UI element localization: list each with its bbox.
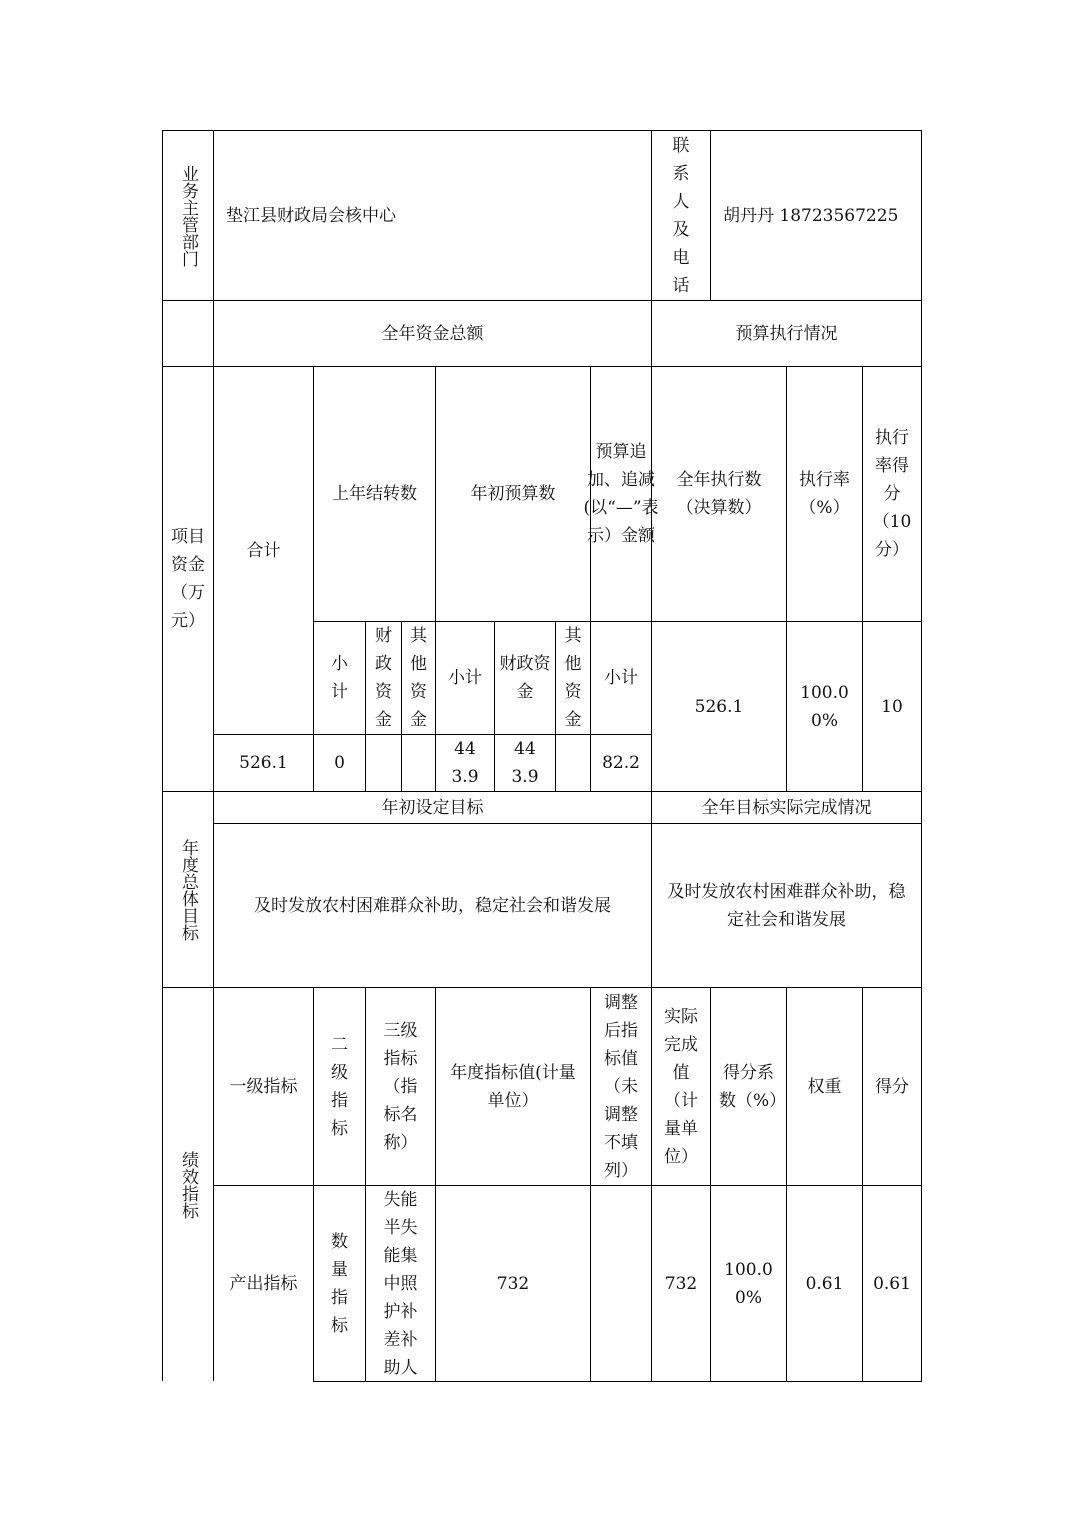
contact-label: 联系人及电话	[672, 135, 690, 296]
carry-subtotal-header: 小计	[331, 654, 348, 702]
carry-fiscal-header: 财政资金	[375, 626, 392, 730]
carry-other-header: 其他资金	[410, 626, 427, 730]
actual-value: 732	[664, 1273, 698, 1294]
score-value: 0.61	[873, 1273, 911, 1294]
carryover-header: 上年结转数	[332, 484, 417, 504]
total-value: 526.1	[239, 753, 288, 773]
initial-subtotal-value: 443.9	[451, 739, 479, 787]
initial-goal-header: 年初设定目标	[381, 797, 484, 818]
funds-side-label: 项目资金（万元）	[171, 527, 205, 631]
initial-subtotal-header: 小计	[448, 668, 482, 688]
exec-rate-header: 执行率（%）	[799, 470, 850, 518]
level1-header: 一级指标	[229, 1076, 298, 1097]
score-header: 得分	[875, 1076, 909, 1097]
contact-value: 胡丹丹 18723567225	[723, 205, 899, 226]
initial-budget-header: 年初预算数	[470, 484, 556, 504]
goals-side-label: 年度总体目标	[178, 838, 198, 941]
initial-fiscal-value: 443.9	[511, 739, 539, 787]
carry-subtotal-value: 0	[334, 753, 345, 773]
budget-exec-header: 预算执行情况	[735, 323, 838, 344]
dept-value: 垫江县财政局会核中心	[226, 205, 396, 226]
annual-total-header: 全年资金总额	[381, 323, 484, 344]
weight-header: 权重	[807, 1076, 842, 1097]
exec-amount-value: 526.1	[694, 696, 744, 717]
adjusted-header: 调整后指标值（未调整不填列）	[604, 992, 638, 1181]
exec-score-value: 10	[881, 696, 903, 717]
exec-score-header: 执行率得分（10分）	[872, 428, 912, 560]
adjust-header: 预算追加、追减(以“—”表示）金额	[583, 442, 659, 546]
level3-header: 三级指标（指标名称）	[383, 1020, 418, 1153]
level1-value: 产出指标	[229, 1273, 298, 1294]
coef-value: 100.00%	[724, 1259, 773, 1308]
level2-value: 数量指标	[331, 1231, 348, 1336]
initial-fiscal-header: 财政资金	[499, 654, 551, 702]
actual-goal-text: 及时发放农村困难群众补助，稳定社会和谐发展	[667, 881, 906, 930]
target-header: 年度指标值(计量单位）	[450, 1062, 576, 1111]
target-value: 732	[496, 1273, 530, 1294]
exec-amount-header: 全年执行数（决算数）	[676, 470, 762, 518]
dept-label: 业务主管部门	[178, 164, 198, 267]
initial-other-header: 其他资金	[564, 626, 582, 730]
adjust-subtotal-header: 小计	[604, 668, 638, 688]
perf-side-label: 绩效指标	[178, 1150, 198, 1219]
exec-rate-value: 100.00%	[800, 682, 849, 731]
level3-value: 失能半失能集中照护补差补助人	[383, 1189, 418, 1378]
level2-header: 二级指标	[331, 1034, 348, 1139]
initial-goal-text: 及时发放农村困难群众补助，稳定社会和谐发展	[254, 895, 611, 916]
actual-goal-header: 全年目标实际完成情况	[701, 797, 872, 818]
weight-value: 0.61	[805, 1273, 844, 1294]
adjust-value: 82.2	[602, 753, 640, 773]
actual-header: 实际完成值（计量单位）	[664, 1006, 698, 1167]
coef-header: 得分系数（%）	[719, 1062, 787, 1111]
funds-total-header: 合计	[246, 540, 281, 561]
